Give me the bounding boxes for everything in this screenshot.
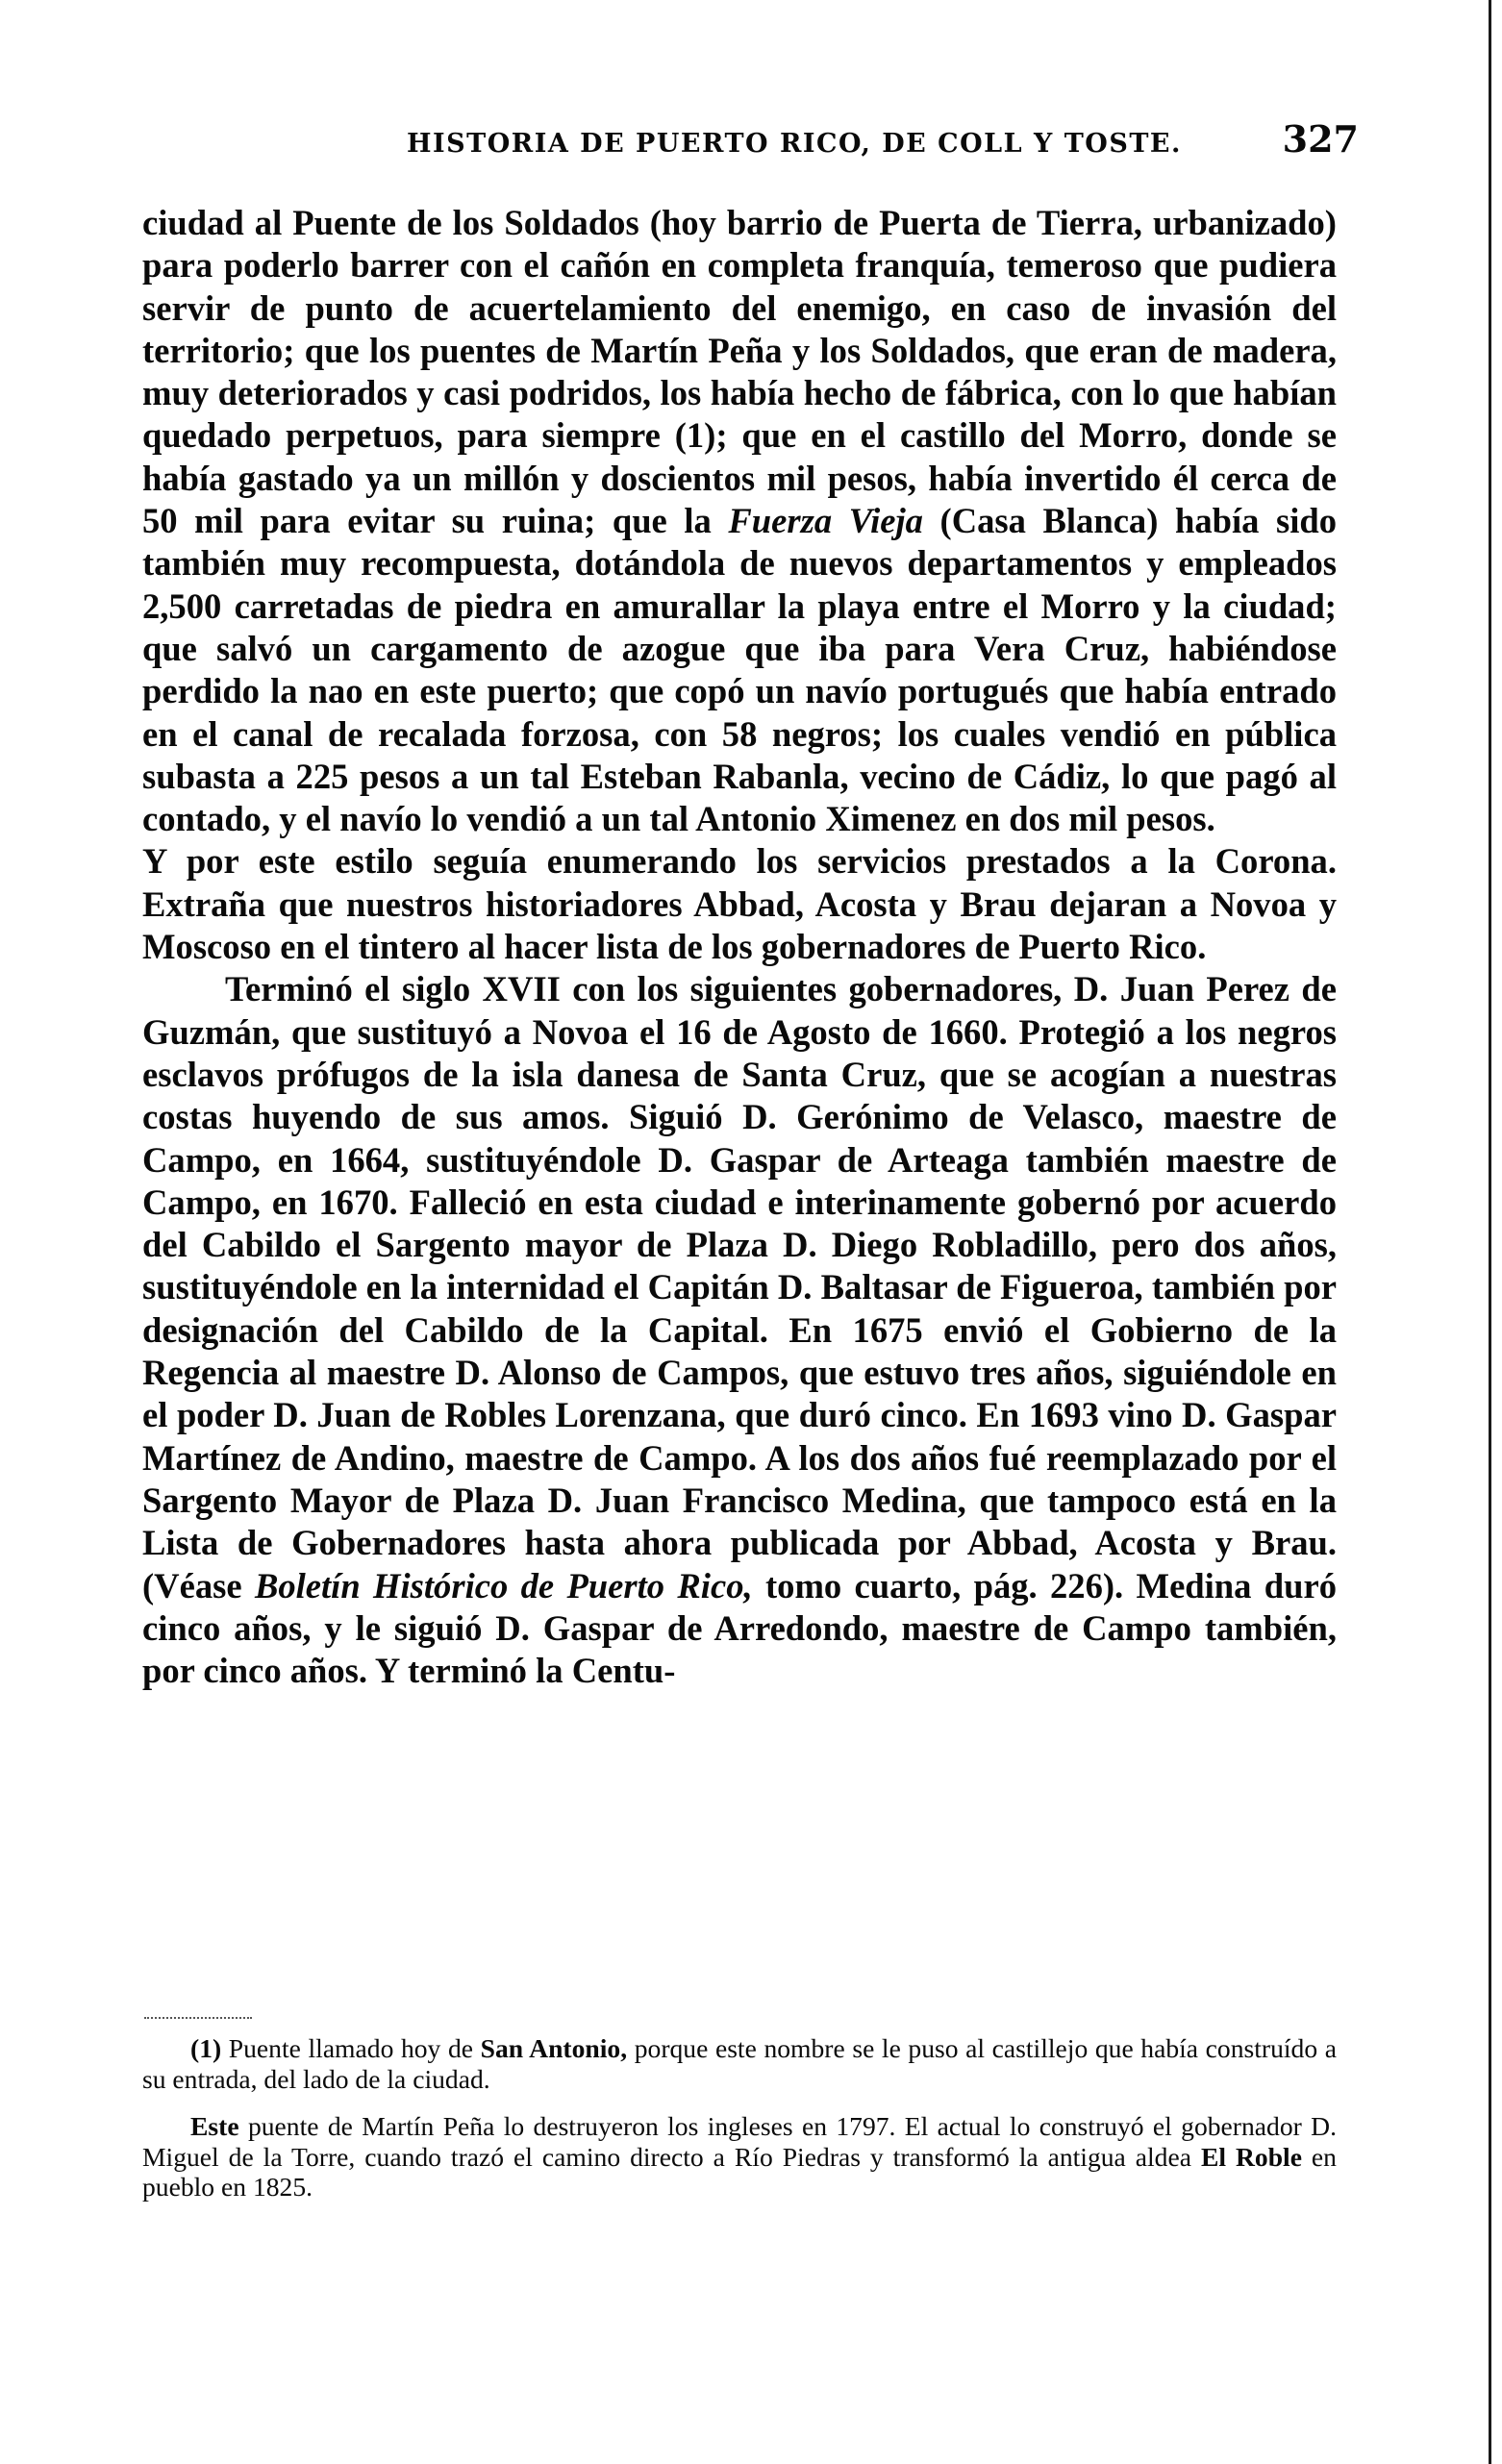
footnote-2-text-a: Este [190,2111,239,2141]
footnote-2-text-d: en pueblo en 1825. [142,2141,1337,2202]
page-edge-line [1489,0,1491,2464]
paragraph-2: Y por este estilo seguía enumerando los servicios prestados a la Corona. Extraña que nuestros historiadores Abbad, Acosta y Brau dejaran a Novoa y Moscoso en el tintero al hacer lista de los gobernadores de Puerto Rico. [142,841,1337,967]
footnote-1 [142,2033,1337,2094]
fuerza-vieja-italic: Fuerza Vieja [728,501,923,541]
main-text [142,202,1337,1692]
boletin-italic: Boletín Histórico de Puerto Rico, [254,1565,753,1605]
paragraph-1-rest: (Casa Blanca) había sido también muy recompuesta, dotándola de nuevos departamentos y empleados 2,500 carretadas de piedra en amurallar la playa entre el Morro y la ciudad; que salvó un cargamento de azogue que iba para Vera Cruz, habiéndose perdido la nao en este puerto; que copó un navío portugués que había entrado en el canal de recalada forzosa, con 58 negros; los cuales vendió en pública subasta a 225 pesos a un tal Esteban Rabanla, vecino de Cádiz, lo que pagó al contado, y el navío lo vendió a un tal Antonio Ximenez en dos mil pesos. [142,501,1338,839]
footnote-1-text-a: Puente llamado hoy de [221,2033,481,2063]
footnote-2 [142,2111,1337,2203]
footnote-1-text-c: porque este nombre se le puso al castillejo que había construído a su entrada, del lado de la ciudad. [142,2033,1337,2094]
page-number: 327 [1282,117,1359,161]
footnote-1-text-b: San Antonio, [480,2033,628,2063]
paragraph-3-rest: tomo cuarto, pág. 226). Medina duró cinco años, y le siguió D. Gaspar de Arredondo, maestre de Campo también, por cinco años. Y terminó la Centu- [142,1565,1337,1691]
paragraph-1 [142,202,1337,840]
page-header [168,113,1359,171]
running-head: HISTORIA DE PUERTO RICO, DE COLL Y TOSTE. [407,129,1182,159]
footnotes [142,2033,1337,2220]
paragraph-3 [142,968,1337,1692]
paragraph-3-text: Terminó el siglo XVII con los siguientes gobernadores, D. Juan Perez de Guzmán, que sustituyó a Novoa el 16 de Agosto de 1660. Protegió a los negros esclavos prófugos de la isla danesa de Santa Cruz, que se acogían a nuestras costas huyendo de sus amos. Siguió D. Gerónimo de Velasco, maestre de Campo, en 1664, sustituyéndole D. Gaspar de Arteaga también maestre de Campo, en 1670. Falleció en esta ciudad e interinamente gobernó por acuerdo del Cabildo el Sargento mayor de Plaza D. Diego Robladillo, pero dos años, sustituyéndole en la internidad el Capitán D. Baltasar de Figueroa, también por designación del Cabildo de la Capital. En 1675 envió el Gobierno de la Regencia al maestre D. Alonso de Campos, que estuvo tres años, siguiéndole en el poder D. Juan de Robles Lorenzana, que duró cinco. En 1693 vino D. Gaspar Martínez de Andino, maestre de Campo. A los dos años fué reemplazado por el Sargento Mayor de Plaza D. Juan Francisco Medina, que tampoco está en la Lista de Gobernadores hasta ahora publicada por Abbad, Acosta y Brau. (Véase [142,969,1337,1605]
footnote-rule [144,2017,252,2019]
paragraph-1-text: ciudad al Puente de los Soldados (hoy barrio de Puerta de Tierra, urbanizado) para poderlo barrer con el cañón en completa franquía, temeroso que pudiera servir de punto de acuertelamiento del enemigo, en caso de invasión del territorio; que los puentes de Martín Peña y los Soldados, que eran de madera, muy deteriorados y casi podridos, los había hecho de fábrica, con lo que habían quedado perpetuos, para siempre (1); que en el castillo del Morro, donde se había gastado ya un millón y doscientos mil pesos, había invertido él cerca de 50 mil para evitar su ruina; que la [142,203,1337,541]
footnote-1-mark: (1) [190,2033,222,2063]
footnote-2-text-b: puente de Martín Peña lo destruyeron los ingleses en 1797. El actual lo construyó el gobernador D. Miguel de la Torre, cuando trazó el camino directo a Río Piedras y transformó la antigua aldea [142,2111,1337,2172]
footnote-2-text-c: El Roble [1200,2141,1302,2172]
